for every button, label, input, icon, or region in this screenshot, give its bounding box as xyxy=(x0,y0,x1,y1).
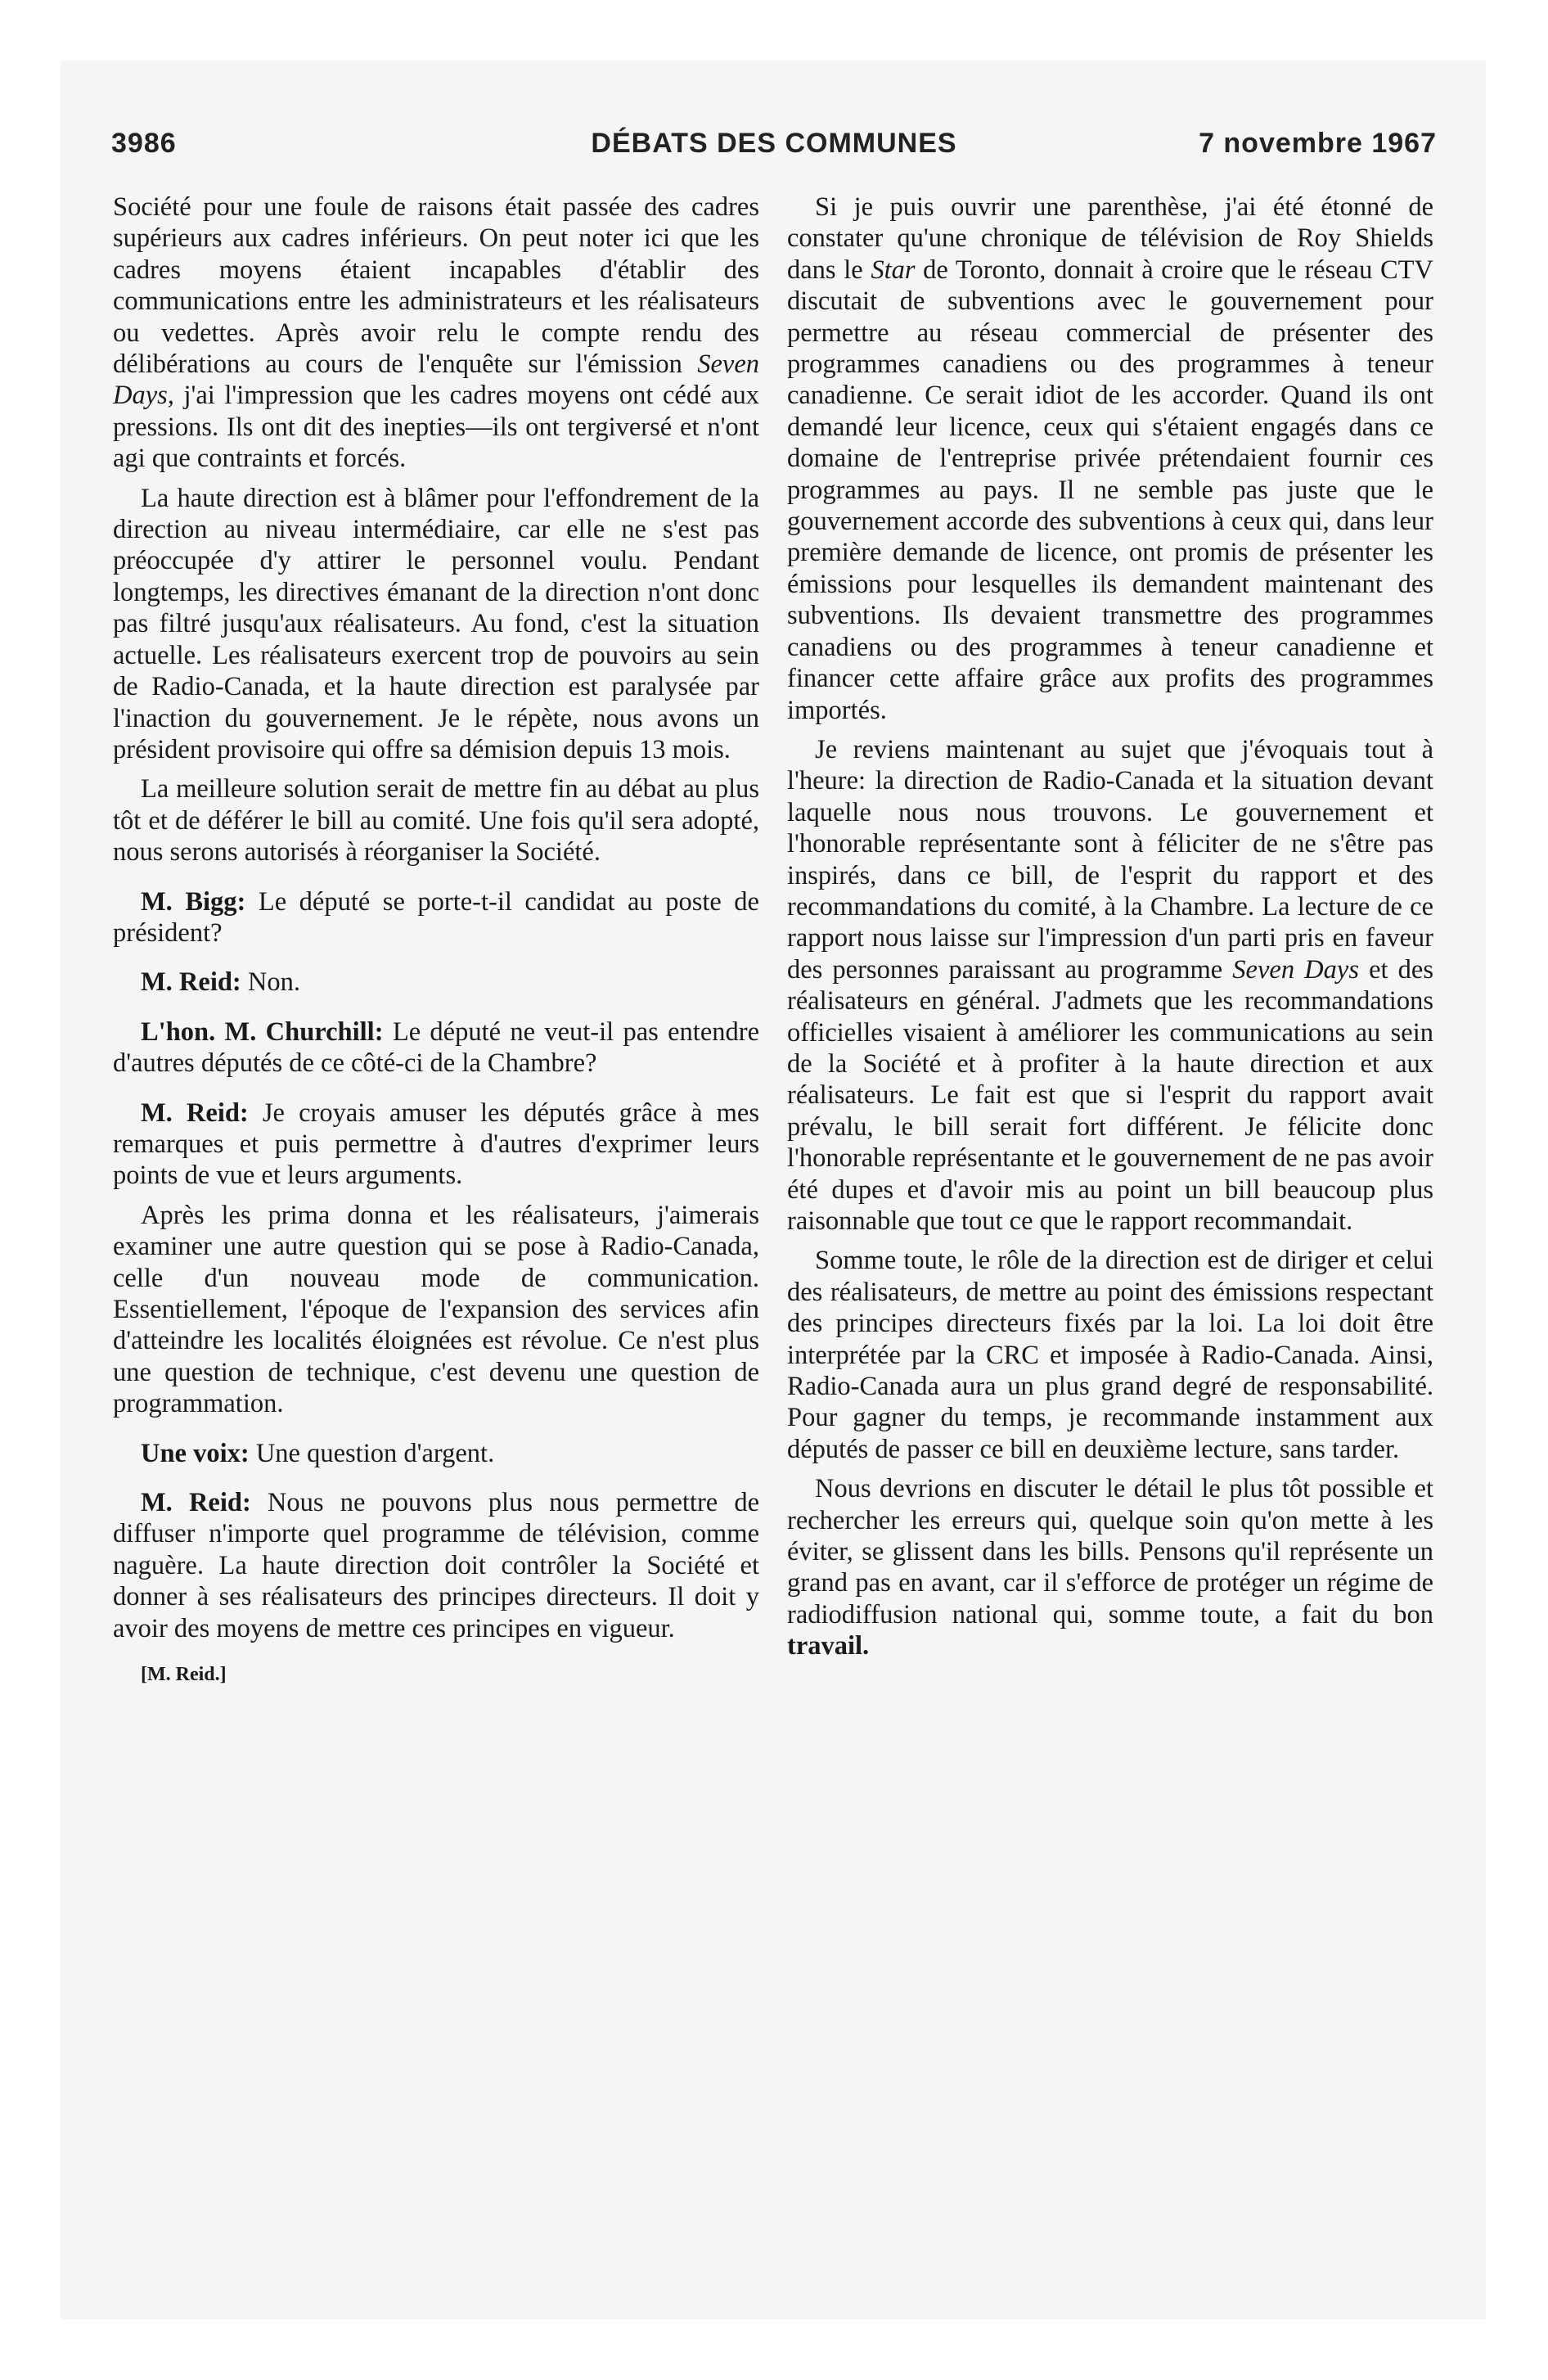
speech-reid: M. Reid: Je croyais amuser les députés grâce à mes remarques et puis permettre à d'autres d'exprimer leurs points de vue et leurs arguments. xyxy=(113,1098,760,1191)
left-column xyxy=(113,192,759,1690)
paragraph: Nous devrions en discuter le détail le plus tôt possible et rechercher les erreurs qui, quelque soin qu'on mette à les éviter, se glissent dans les bills. Pensons qu'il représente un grand pas en avant, car il s'efforce de protéger un régime de radiodiffusion national qui, somme toute, a fait du bon travail. xyxy=(787,1474,1433,1661)
page-header xyxy=(111,128,1437,169)
paragraph: La meilleure solution serait de mettre fin au débat au plus tôt et de déférer le bill au comité. Une fois qu'il sera adopté, nous serons autorisés à réorganiser la Société. xyxy=(113,774,759,868)
right-column xyxy=(787,192,1433,1670)
speaker-name: M. Reid: xyxy=(141,1488,251,1518)
speech-voice: Une voix: Une question d'argent. xyxy=(141,1438,495,1468)
paragraph: Si je puis ouvrir une parenthèse, j'ai été étonné de constater qu'une chronique de télévision de Roy Shields dans le Star de Toronto, donnait à croire que le réseau CTV discutait de subventions avec le gouvernement pour permettre au réseau commercial de présenter des programmes canadiens ou des programmes à teneur canadienne. Ce serait idiot de les accorder. Quand ils ont demandé leur licence, ceux qui s'étaient engagés dans ce domaine de l'entreprise privée prétendaient fournir ces programmes au pays. Il ne semble pas juste que le gouvernement accorde des subventions à ceux qui, dans leur première demande de licence, ont promis de présenter les émissions pour lesquelles ils demandent maintenant des subventions. Ils devaient transmettre des programmes canadiens ou des programmes à teneur canadienne et financer cette affaire grâce aux profits des programmes importés. xyxy=(787,192,1433,725)
speech-reid: M. Reid: Non. xyxy=(141,967,300,998)
page xyxy=(61,61,1486,2319)
speech-churchill: L'hon. M. Churchill: Le député ne veut-il pas entendre d'autres députés de ce côté-ci de la Chambre? xyxy=(113,1016,760,1079)
speaker-name: M. Reid: xyxy=(141,1098,249,1128)
paragraph: La haute direction est à blâmer pour l'effondrement de la direction au niveau intermédiaire, car elle ne s'est pas préoccupée d'y attirer le personnel voulu. Pendant longtemps, les directives émanant de la direction n'ont donc pas filtré jusqu'aux réalisateurs. Au fond, c'est la situation actuelle. Les réalisateurs exercent trop de pouvoirs au sein de Radio-Canada, et la haute direction est paralysée par l'inaction du gouvernement. Je le répète, nous avons un président provisoire qui offre sa démision depuis 13 mois. xyxy=(113,483,759,764)
speaker-name: M. Reid: xyxy=(141,967,241,998)
publication-title: DÉBATS DES COMMUNES xyxy=(591,128,957,159)
page-number: 3986 xyxy=(111,128,177,159)
speaker-signoff: [M. Reid.] xyxy=(141,1664,227,1686)
speech-reid: M. Reid: Nous ne pouvons plus nous permettre de diffuser n'importe quel programme de télévision, comme naguère. La haute direction doit contrôler la Société et donner à ses réalisateurs des principes directeurs. Il doit y avoir des moyens de mettre ces principes en vigueur. xyxy=(113,1488,760,1643)
speaker-name: M. Bigg: xyxy=(141,886,246,917)
paragraph: Je reviens maintenant au sujet que j'évoquais tout à l'heure: la direction de Radio-Canada et la situation devant laquelle nous nous trouvons. Le gouvernement et l'honorable représentante sont à féliciter de ne s'être pas inspirés, dans ce bill, de l'esprit du rapport et des recommandations du comité, à la Chambre. La lecture de ce rapport nous laisse sur l'impression d'un parti pris en faveur des personnes paraissant au programme Seven Days et des réalisateurs en général. J'admets que les recommandations officielles visaient à améliorer les communications au sein de la Société et à profiter à la haute direction et aux réalisateurs. Le fait est que si l'esprit du rapport avait prévalu, le bill serait fort différent. Je félicite donc l'honorable représentante et le gouvernement de ne pas avoir été dupes et d'avoir mis au point un bill beaucoup plus raisonnable que tout ce que le rapport recommandait. xyxy=(787,734,1433,1236)
speaker-name: L'hon. M. Churchill: xyxy=(141,1016,384,1047)
speech-bigg: M. Bigg: Le député se porte-t-il candidat au poste de président? xyxy=(113,886,759,948)
speaker-name: Une voix: xyxy=(141,1438,250,1468)
paragraph: Après les prima donna et les réalisateurs, j'aimerais examiner une autre question qui se pose à Radio-Canada, celle d'un nouveau mode de communication. Essentiellement, l'époque de l'expansion des services afin d'atteindre les localités éloignées est révolue. Ce n'est plus une question de technique, c'est devenu une question de programmation. xyxy=(113,1200,759,1419)
paragraph: Somme toute, le rôle de la direction est de diriger et celui des réalisateurs, de mettre au point des émissions respectant des principes directeurs fixés par la loi. La loi doit être interprétée par la CRC et imposée à Radio-Canada. Ainsi, Radio-Canada aura un plus grand degré de responsabilité. Pour gagner du temps, je recommande instamment aux députés de passer ce bill en deuxième lecture, sans tarder. xyxy=(787,1246,1433,1464)
issue-date: 7 novembre 1967 xyxy=(1199,128,1437,159)
paragraph: Société pour une foule de raisons était passée des cadres supérieurs aux cadres inférieurs. On peut noter ici que les cadres moyens étaient incapables d'établir des communications entre les administrateurs et les réalisateurs ou vedettes. Après avoir relu le compte rendu des délibérations au cours de l'enquête sur l'émission Seven Days, j'ai l'impression que les cadres moyens ont cédé aux pressions. Ils ont dit des inepties—ils ont tergiversé et n'ont agi que contraints et forcés. xyxy=(113,192,759,474)
